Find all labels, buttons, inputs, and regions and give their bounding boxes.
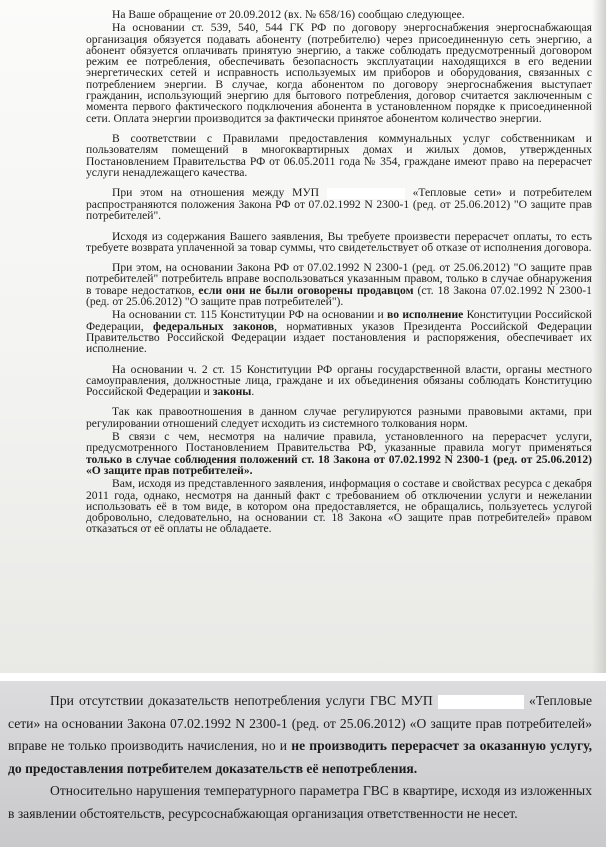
- letter-paragraph: На основании ст. 115 Конституции РФ на основании и во исполнение Конституции Российской Федерации, федеральных законов, нормативных указов Президента Российской Федерации Правительство Российской Федерации издает постановления и распоряжения, обеспечивает их исполнение.: [86, 308, 592, 356]
- page-edge-shadow: [592, 0, 606, 673]
- letter-paragraph: При этом, на основании Закона РФ от 07.02.1992 N 2300-1 (ред. от 25.06.2012) "О защите прав потребителей" потребитель вправе воспользоваться указанным правом, только в случае обнаружения в товаре недостатков, если они не были оговорены продавцом (ст. 18 Закона 07.02.1992 N 2300-1 (ред. от 25.06.2012) "О защите прав потребителей").: [86, 261, 592, 309]
- letter-body: [86, 9, 592, 537]
- letter-paragraph: На Ваше обращение от 20.09.2012 (вх. № 658/16) сообщаю следующее.: [112, 8, 465, 21]
- excerpt-scan: [0, 681, 606, 847]
- excerpt-paragraph: При отсутствии доказательств непотребления услуги ГВС МУП «Тепловые сети» на основании Закона 07.02.1992 N 2300-1 (ред. от 25.06.2012) «О защите прав потребителей» вправе не только производить начисления, но и не производить перерасчет за оказанную услугу, до предоставления потребителем доказательств её непотребления.: [8, 693, 592, 776]
- letter-paragraph: При этом на отношения между МУП «Тепловые сети» и потребителем распространяются положения Закона РФ от 07.02.1992 N 2300-1 (ред. от 25.06.2012) "О защите прав потребителей".: [86, 186, 592, 223]
- letter-paragraph: Вам, исходя из представленного заявления, информация о составе и свойствах ресурса с декабря 2011 года, однако, несмотря на данный факт с требованием об отключении услуги и нежелании использовать её в том виде, в котором она предоставляется, не обращались, пользуетесь услугой добровольно, следовательно, на основании ст. 18 Закона «О защите прав потребителей» правом отказаться от её оплаты не обладаете.: [86, 477, 592, 536]
- letter-paragraph: На основании ст. 539, 540, 544 ГК РФ по договору энергоснабжения энергоснабжающая организация обязуется подавать абоненту (потребителю) через присоединенную сеть энергию, а абонент обязуется оплачивать принятую энергию, а также соблюдать предусмотренный договором режим ее потребления, обеспечивать безопасность эксплуатации находящихся в его ведении энергетических сетей и исправность используемых им приборов и оборудования, связанных с потреблением энергии. В случае, когда абонентом по договору энергоснабжения выступает гражданин, использующий энергию для бытового потребления, договор считается заключенным с момента первого фактического подключения абонента в установленном порядке к присоединенной сети. Оплата энергии производится за фактически принятое абонентом количество энергии.: [86, 21, 592, 125]
- excerpt-paragraph: Относительно нарушения температурного параметра ГВС в квартире, исходя из изложенных в заявлении обстоятельств, ресурсоснабжающая организация ответственности не несет.: [8, 783, 592, 821]
- excerpt-body: [8, 690, 592, 826]
- letter-paragraph: Исходя из содержания Вашего заявления, Вы требуете произвести перерасчет оплаты, то есть требуете возврата уплаченной за товар суммы, что свидетельствует об отказе от исполнения договора.: [86, 229, 592, 254]
- letter-paragraph: На основании ч. 2 ст. 15 Конституции РФ органы государственной власти, органы местного самоуправления, должностные лица, граждане и их объединения обязаны соблюдать Конституцию Российской Федерации и законы.: [86, 362, 592, 399]
- redaction-box: [438, 695, 524, 709]
- letter-paragraph: Так как правоотношения в данном случае регулируются разными правовыми актами, при регулировании отношений следует исходить из системного толкования норм.: [86, 405, 592, 430]
- letter-paragraph: В соответствии с Правилами предоставления коммунальных услуг собственникам и пользователям помещений в многоквартирных домах и жилых домов, утвержденных Постановлением Правительства РФ от 06.05.2011 года № 354, граждане имеют право на перерасчет услуги ненадлежащего качества.: [86, 131, 592, 179]
- letter-paragraph: В связи с чем, несмотря на наличие правила, установленного на перерасчет услуги, предусмотренного Постановлением Правительства РФ, указанные правила могут применяться только в случае соблюдения положений ст. 18 Закона от 07.02.1992 N 2300-1 (ред. от 25.06.2012) «О защите прав потребителей».: [86, 430, 592, 477]
